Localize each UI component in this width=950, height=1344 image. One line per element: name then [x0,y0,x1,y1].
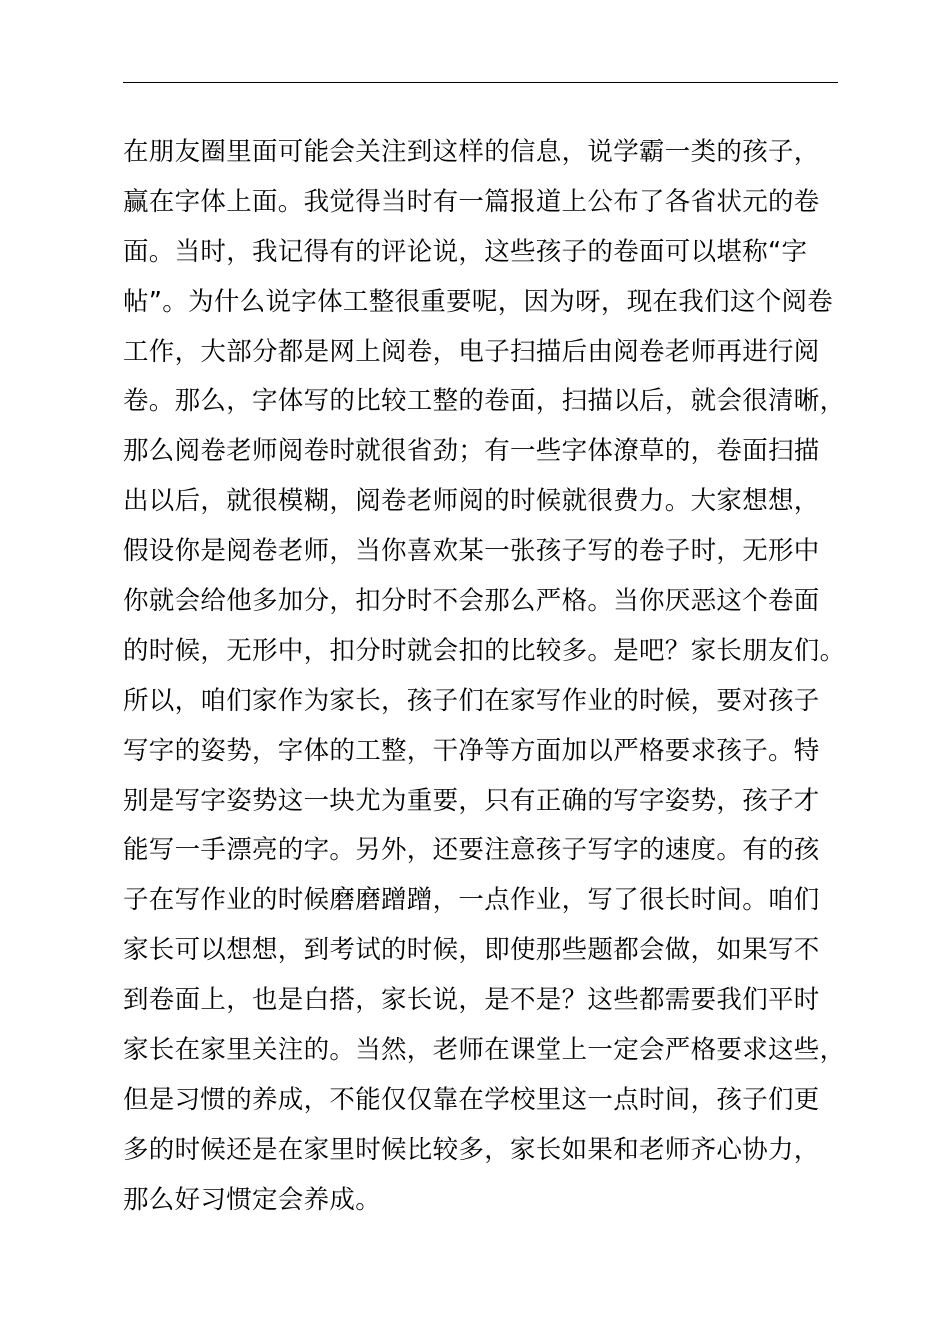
text-line: 但是习惯的养成，不能仅仅靠在学校里这一点时间，孩子们更 [123,1084,820,1115]
text-line: 卷。那么，字体写的比较工整的卷面，扫描以后，就会很清晰， [123,386,846,417]
text-line: 多的时候还是在家里时候比较多，家长如果和老师齐心协力， [123,1134,820,1165]
text-line: 到卷面上，也是白搭，家长说，是不是？这些都需要我们平时 [123,985,820,1016]
text-line: 所以，咱们家作为家长，孩子们在家写作业的时候，要对孩子 [123,685,820,716]
text-line: 你就会给他多加分，扣分时不会那么严格。当你厌恶这个卷面 [123,586,820,617]
text-line: 家长在家里关注的。当然，老师在课堂上一定会严格要求这些， [123,1035,846,1066]
text-line: 写字的姿势，字体的工整，干净等方面加以严格要求孩子。特 [123,735,820,766]
text-line: 赢在字体上面。我觉得当时有一篇报道上公布了各省状元的卷 [123,186,820,217]
text-line: 出以后，就很模糊，阅卷老师阅的时候就很费力。大家想想， [123,486,820,517]
text-line: 工作，大部分都是网上阅卷，电子扫描后由阅卷老师再进行阅 [123,336,820,367]
text-line: 别是写字姿势这一块尤为重要，只有正确的写字姿势，孩子才 [123,785,820,816]
text-line: 能写一手漂亮的字。另外，还要注意孩子写字的速度。有的孩 [123,835,820,866]
text-line: 那么阅卷老师阅卷时就很省劲；有一些字体潦草的，卷面扫描 [123,436,820,467]
text-line: 子在写作业的时候磨磨蹭蹭，一点作业，写了很长时间。咱们 [123,885,820,916]
text-line: 帖”。为什么说字体工整很重要呢，因为呀，现在我们这个阅卷 [123,286,834,317]
body-text [123,128,883,1226]
header-rule [123,82,838,83]
text-line: 那么好习惯定会养成。 [123,1184,382,1215]
text-line: 家长可以想想，到考试的时候，即使那些题都会做，如果写不 [123,935,820,966]
text-line: 面。当时，我记得有的评论说，这些孩子的卷面可以堪称“字 [123,236,808,267]
text-line: 假设你是阅卷老师，当你喜欢某一张孩子写的卷子时，无形中 [123,536,820,567]
text-line: 的时候，无形中，扣分时就会扣的比较多。是吧？家长朋友们。 [123,635,846,666]
text-line: 在朋友圈里面可能会关注到这样的信息，说学霸一类的孩子， [123,137,820,167]
